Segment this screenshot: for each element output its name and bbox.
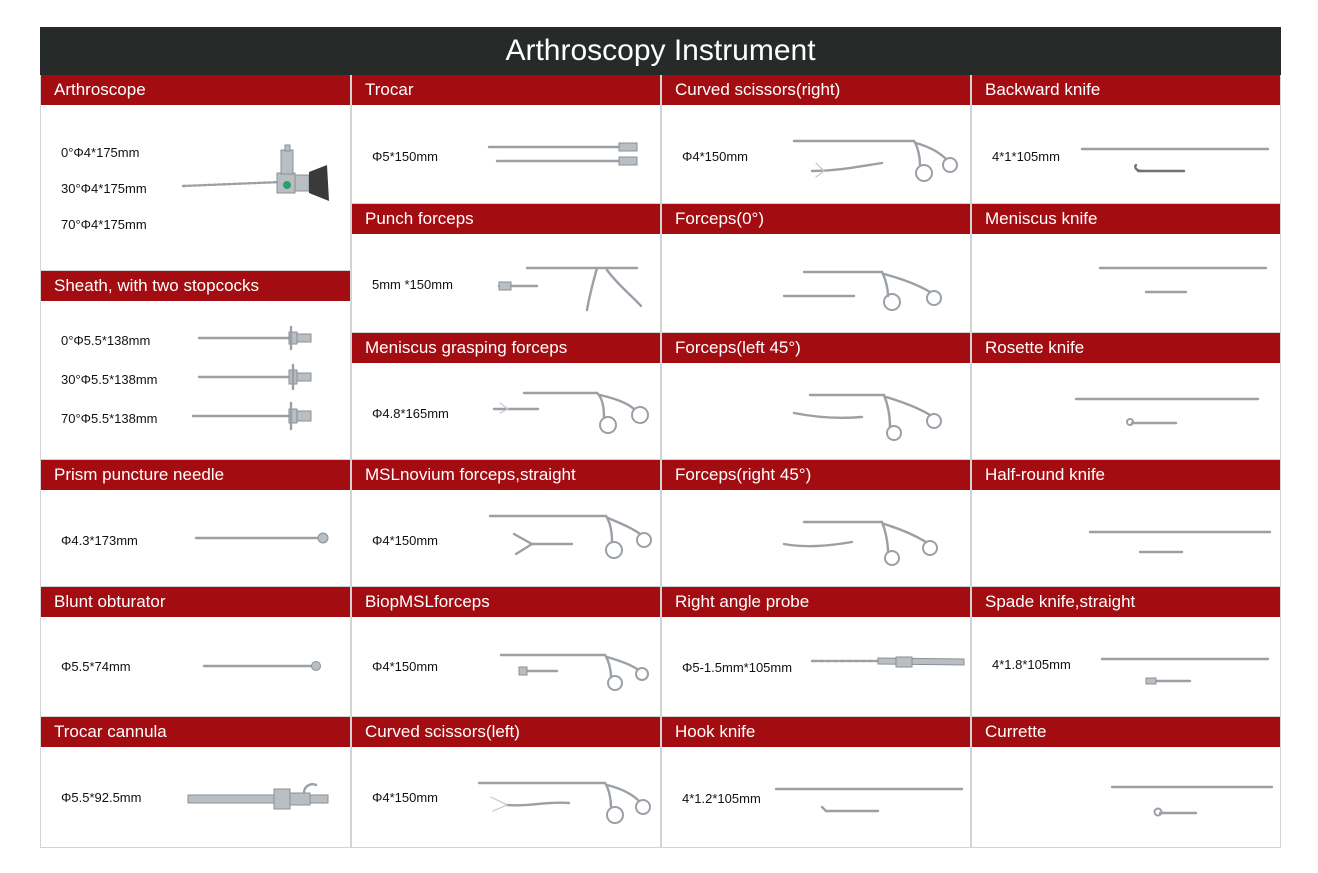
cell-title: Forceps(0°) xyxy=(662,204,970,234)
arthroscope-image xyxy=(181,145,331,205)
cell-curved-left xyxy=(351,717,661,848)
cell-title: Punch forceps xyxy=(352,204,660,234)
cell-trocar xyxy=(351,75,661,204)
cell-biopmsl xyxy=(351,587,661,717)
knife-image xyxy=(1088,526,1274,558)
spec-0: Φ5.5*92.5mm xyxy=(61,790,142,805)
spec-0: Φ5.5*74mm xyxy=(61,659,131,674)
sheath-image xyxy=(191,321,331,431)
knife-image xyxy=(772,783,968,819)
cell-sheath xyxy=(40,271,351,460)
scissors-image xyxy=(792,137,962,183)
cell-curved-right xyxy=(661,75,971,204)
cannula-image xyxy=(186,781,336,817)
cell-title: Arthroscope xyxy=(41,75,350,105)
cell-half-round-knife xyxy=(971,460,1281,587)
spec-0: Φ4*150mm xyxy=(682,149,749,164)
cell-meniscus-knife xyxy=(971,204,1281,333)
punch-forceps-image xyxy=(497,262,652,312)
trocar-image xyxy=(487,137,647,169)
cell-forceps-right45 xyxy=(661,460,971,587)
biopsy-forceps-image xyxy=(497,649,652,691)
cell-mslnovium xyxy=(351,460,661,587)
needle-image xyxy=(191,530,331,546)
cell-title: Curved scissors(left) xyxy=(352,717,660,747)
spec-0: 4*1.2*105mm xyxy=(682,791,761,806)
cell-title: Hook knife xyxy=(662,717,970,747)
spec-0: 4*1.8*105mm xyxy=(992,657,1071,672)
cell-title: Right angle probe xyxy=(662,587,970,617)
knife-image xyxy=(1098,651,1274,687)
cell-title: Half-round knife xyxy=(972,460,1280,490)
spec-0: Φ4.8*165mm xyxy=(372,406,449,421)
cell-title: Currette xyxy=(972,717,1280,747)
spec-0: 5mm *150mm xyxy=(372,277,453,292)
cell-prism-needle xyxy=(40,460,351,587)
cell-currette xyxy=(971,717,1281,848)
spec-0: Φ5-1.5mm*105mm xyxy=(682,660,793,675)
spec-2: 70°Φ5.5*138mm xyxy=(61,411,158,426)
cell-blunt-obturator xyxy=(40,587,351,717)
cell-title: Trocar cannula xyxy=(41,717,350,747)
cell-title: Trocar xyxy=(352,75,660,105)
spec-1: 30°Φ5.5*138mm xyxy=(61,372,158,387)
obturator-image xyxy=(199,659,329,673)
currette-image xyxy=(1108,781,1278,821)
spec-1: 30°Φ4*175mm xyxy=(61,181,147,196)
knife-image xyxy=(1080,141,1272,179)
cell-forceps-0 xyxy=(661,204,971,333)
cell-forceps-left45 xyxy=(661,333,971,460)
grasping-forceps-image xyxy=(492,387,652,437)
cell-arthroscope xyxy=(40,75,351,271)
catalog-sheet xyxy=(40,27,1281,848)
cell-title: Sheath, with two stopcocks xyxy=(41,271,350,301)
knife-image xyxy=(1072,393,1272,431)
cell-title: Blunt obturator xyxy=(41,587,350,617)
cell-right-angle-probe xyxy=(661,587,971,717)
cell-title: Spade knife,straight xyxy=(972,587,1280,617)
page-title: Arthroscopy Instrument xyxy=(40,27,1281,75)
cell-title: Backward knife xyxy=(972,75,1280,105)
cell-title: Meniscus knife xyxy=(972,204,1280,234)
spec-0: Φ4*150mm xyxy=(372,790,439,805)
scissors-image xyxy=(477,777,655,825)
cell-rosette-knife xyxy=(971,333,1281,460)
spec-0: Φ4.3*173mm xyxy=(61,533,138,548)
cell-title: Prism puncture needle xyxy=(41,460,350,490)
cell-trocar-cannula xyxy=(40,717,351,848)
cell-title: Meniscus grasping forceps xyxy=(352,333,660,363)
cell-hook-knife xyxy=(661,717,971,848)
cell-spade-knife xyxy=(971,587,1281,717)
spec-0: Φ4*150mm xyxy=(372,533,439,548)
spec-0: 0°Φ4*175mm xyxy=(61,145,140,160)
spec-0: Φ5*150mm xyxy=(372,149,439,164)
cell-title: MSLnovium forceps,straight xyxy=(352,460,660,490)
cell-punch-forceps xyxy=(351,204,661,333)
straight-forceps-image xyxy=(482,512,652,560)
knife-image xyxy=(1096,262,1272,300)
cell-title: Forceps(right 45°) xyxy=(662,460,970,490)
forceps-image xyxy=(790,391,960,443)
forceps-image xyxy=(782,518,952,570)
spec-2: 70°Φ4*175mm xyxy=(61,217,147,232)
cell-meniscus-grasping xyxy=(351,333,661,460)
cell-title: Curved scissors(right) xyxy=(662,75,970,105)
spec-0: Φ4*150mm xyxy=(372,659,439,674)
cell-title: BiopMSLforceps xyxy=(352,587,660,617)
spec-0: 4*1*105mm xyxy=(992,149,1060,164)
probe-image xyxy=(808,653,968,673)
cell-title: Forceps(left 45°) xyxy=(662,333,970,363)
cell-backward-knife xyxy=(971,75,1281,204)
cell-title: Rosette knife xyxy=(972,333,1280,363)
spec-0: 0°Φ5.5*138mm xyxy=(61,333,151,348)
forceps-image xyxy=(780,266,950,314)
